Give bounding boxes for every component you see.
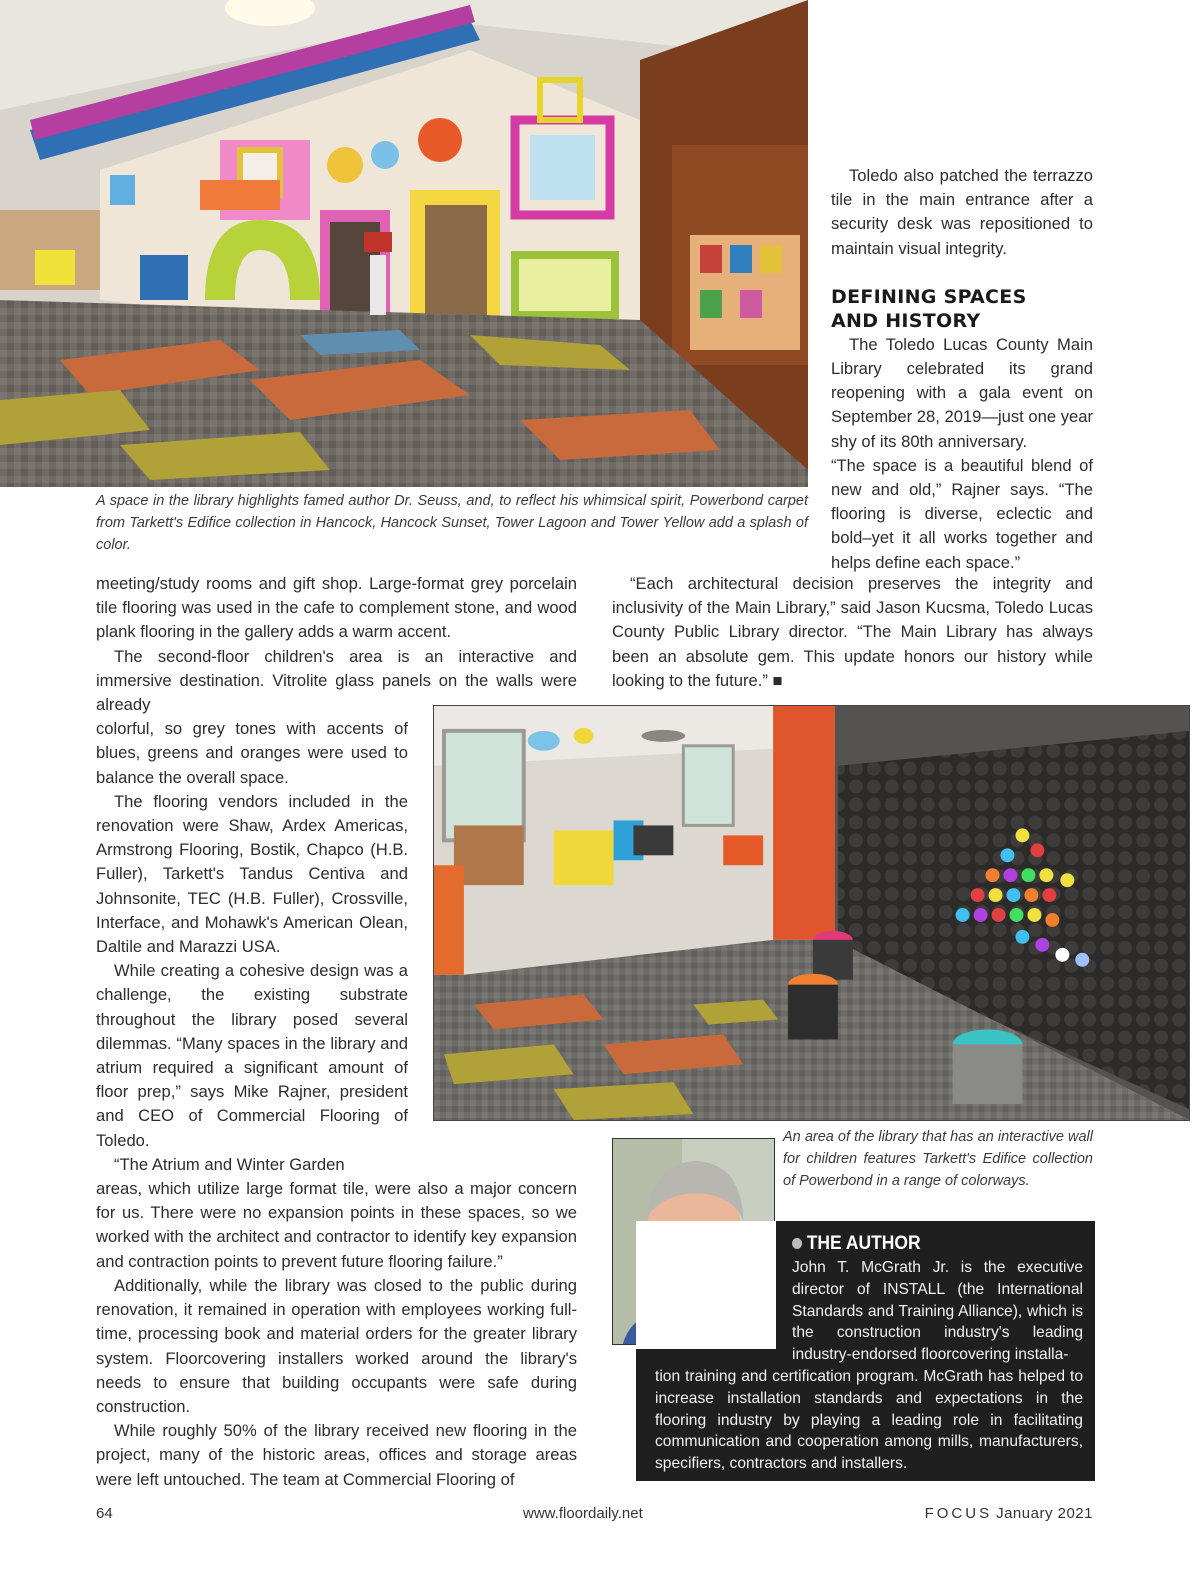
paragraph: The flooring vendors included in the renovation were Shaw, Ardex Americas, Armstrong Flooring, Bostik, Chapco (H.B. Fuller), Tarkett's Tandus Centiva and Johnsonite, TEC (H.B. Fuller), Crossville, Interface, and Mohawk's American Olean, Daltile and Marazzi USA. xyxy=(96,791,408,957)
paragraph: Toledo also patched the terrazzo tile in the main entrance after a security desk was repositioned to maintain visual integrity. xyxy=(831,166,1093,258)
section-heading xyxy=(831,285,1093,333)
author-bio-part: John T. McGrath Jr. is the executive director of INSTALL (the International Standards and Training Alliance), which is the construction industry's leading industry-endorsed floorcovering installa- xyxy=(792,1259,1083,1364)
bullet-icon xyxy=(792,1238,802,1249)
paragraph: The second-floor children's area is an interactive and immersive destination. Vitrolite glass panels on the walls were already xyxy=(96,646,577,715)
author-bio-part: tion training and certification program. McGrath has helped to increase installation standards and expectations in the flooring industry by playing a leading role in facilitating communication and cooperation among mills, manufacturers, specifiers, contractors and installers. xyxy=(655,1367,1083,1473)
heading-line: DEFINING SPACES xyxy=(831,285,1027,308)
paragraph: The Toledo Lucas County Main Library celebrated its grand reopening with a gala event on September 28, 2019—just one year shy of its 80th anniversary. xyxy=(831,334,1093,451)
author-heading-text: THE AUTHOR xyxy=(806,1233,921,1254)
magazine-name: FOCUS xyxy=(924,1505,993,1522)
issue-date: January 2021 xyxy=(996,1505,1093,1522)
childrens-area-photo xyxy=(433,705,1190,1121)
author-bio-box xyxy=(636,1221,1095,1481)
author-bio-text xyxy=(655,1257,1083,1475)
right-column-middle xyxy=(612,572,1093,693)
seuss-area-photo xyxy=(0,0,808,487)
middle-photo-caption: An area of the library that has an interactive wall for children features Tarkett's Edifice collection of Powerbond in a range of colorways. xyxy=(783,1129,1093,1189)
paragraph: “The Atrium and Winter Garden xyxy=(114,1154,345,1174)
website-url[interactable]: www.floordaily.net xyxy=(523,1505,643,1522)
paragraph: areas, which utilize large format tile, were also a major concern for us. There were no expansion points in these spaces, so we worked with the architect and contractor to identify key expansion and contraction points to prevent future flooring failure.” xyxy=(96,1179,577,1271)
paragraph: colorful, so grey tones with accents of blues, greens and oranges were used to balance the overall space. xyxy=(96,719,408,787)
right-column-top xyxy=(831,164,1093,575)
paragraph: “The space is a beautiful blend of new and old,” Rajner says. “The flooring is diverse, eclectic and bold–yet it all works together and helps define each space.” xyxy=(831,455,1093,572)
page-number: 64 xyxy=(96,1505,113,1522)
narrow-text-block xyxy=(96,717,408,1177)
paragraph: While creating a cohesive design was a challenge, the existing substrate throughout the library posed several dilemmas. “Many spaces in the library and atrium required a significant amount of floor prep,” says Mike Rajner, president and CEO of Commercial Flooring of Toledo. xyxy=(96,961,408,1150)
paragraph: “Each architectural decision preserves the integrity and inclusivity of the Main Library,” said Jason Kucsma, Toledo Lucas County Public Library director. “The Main Library has always been an absolute gem. This update honors our history while looking to the future.” ■ xyxy=(612,574,1093,690)
paragraph: meeting/study rooms and gift shop. Large-format grey porcelain tile flooring was used in the cafe to complement stone, and wood plank flooring in the gallery adds a warm accent. xyxy=(96,574,577,642)
top-photo-caption: A space in the library highlights famed author Dr. Seuss, and, to reflect his whimsical spirit, Powerbond carpet from Tarkett's Edifice collection in Hancock, Hancock Sunset, Tower Lagoon and Tower Yellow add a splash of color. xyxy=(96,493,808,553)
paragraph: Additionally, while the library was closed to the public during renovation, it remained in operation with employees working full-time, processing book and material orders for the greater library system. Floorcovering installers worked around the library's needs to ensure that building occupants were safe during construction. xyxy=(96,1275,577,1416)
paragraph: While roughly 50% of the library received new flooring in the project, many of the historic areas, offices and storage areas were left untouched. The team at Commercial Flooring of xyxy=(96,1421,577,1489)
author-heading xyxy=(792,1233,921,1255)
heading-line: AND HISTORY xyxy=(831,309,981,332)
issue-label xyxy=(925,1505,1093,1522)
